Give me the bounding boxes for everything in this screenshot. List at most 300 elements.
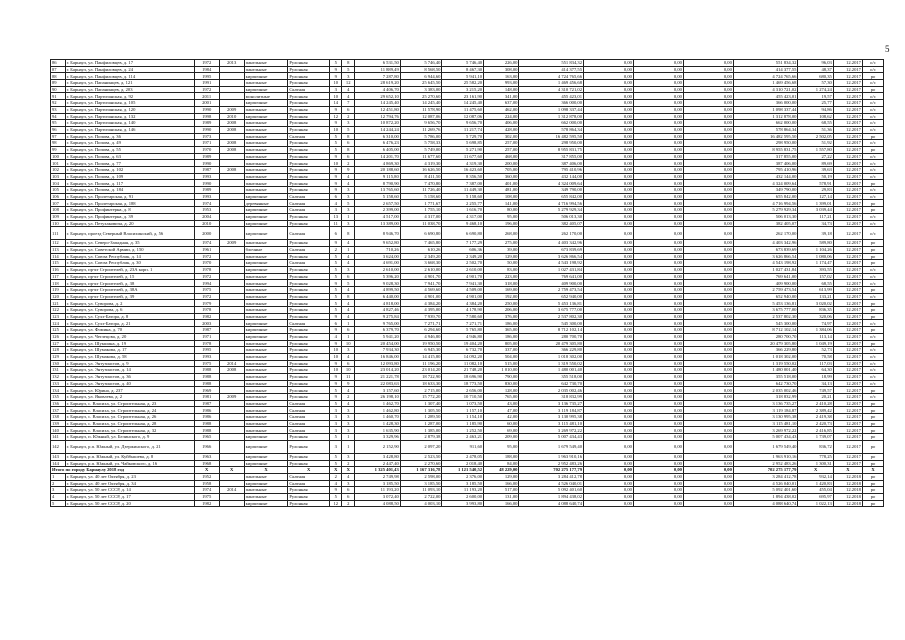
table-cell: 0,00: [683, 373, 733, 380]
table-cell: 0,00: [584, 260, 634, 267]
table-cell: 129,00: [484, 473, 519, 480]
table-cell: 0,00: [633, 460, 683, 467]
table-cell: 1969: [194, 387, 219, 394]
table-cell: 11 449,30: [442, 187, 484, 194]
table-cell: 2008: [219, 126, 244, 133]
table-cell: 0,00: [683, 260, 733, 267]
table-cell: 1 679 549,40: [733, 440, 798, 453]
table-cell: 169,00: [484, 287, 519, 294]
table-cell: 836,72: [798, 440, 833, 453]
table-cell: панельные: [244, 367, 288, 374]
table-cell: 6 690,80: [442, 227, 484, 240]
table-cell: 4 827,46: [354, 307, 400, 314]
table-cell: панельные: [244, 187, 288, 194]
table-cell: 127: [51, 340, 66, 347]
table-cell: ро: [862, 414, 883, 421]
table-cell: 769 641,00: [733, 273, 798, 280]
table-cell: 0,00: [683, 120, 733, 127]
address-cell: г. Барнаул, пр-кт Строителей, д. 38А: [65, 287, 194, 294]
table-cell: Рулонная: [288, 173, 330, 180]
table-cell: 1 399,01: [798, 200, 833, 207]
table-cell: Рулонная: [288, 180, 330, 187]
table-cell: Итого по городу Барнаулу 2018 год: [51, 467, 195, 474]
table-cell: панельные: [244, 173, 288, 180]
table-cell: 5 158,60: [442, 193, 484, 200]
table-cell: панельные: [244, 180, 288, 187]
table-cell: 1974: [194, 240, 219, 247]
table-cell: 39,00: [484, 246, 519, 253]
table-cell: 12.2017: [833, 207, 862, 214]
table-cell: 6: [342, 327, 354, 334]
table-cell: 0,00: [633, 273, 683, 280]
table-cell: 2001: [194, 100, 219, 107]
table-cell: 589,80: [798, 240, 833, 247]
table-cell: 12.2017: [833, 246, 862, 253]
table-cell: 95: [51, 120, 66, 127]
table-cell: 47,00: [484, 407, 519, 414]
table-cell: 4: [51, 493, 66, 500]
table-cell: 5 158,60: [354, 193, 400, 200]
table-cell: 0,00: [584, 126, 634, 133]
table-cell: 69,00: [484, 427, 519, 434]
table-cell: 366 229,80: [733, 347, 798, 354]
table-cell: панельные: [244, 66, 288, 73]
table-cell: 911,60: [442, 440, 484, 453]
table-cell: 12.2017: [833, 387, 862, 394]
table-cell: 0,00: [584, 153, 634, 160]
address-cell: г. Барнаул, ул. Панфиловцев, д. 17: [65, 60, 194, 67]
table-cell: 98: [51, 140, 66, 147]
table-cell: 2 447,40: [354, 460, 400, 467]
table-cell: 4: [342, 353, 354, 360]
table-row: [51, 473, 884, 480]
table-cell: 6 531,50: [354, 60, 400, 67]
address-cell: г. Барнаул, ул. Партизанская, д. 105: [65, 100, 194, 107]
table-cell: 11 193,20: [354, 487, 400, 494]
table-cell: 0,00: [633, 367, 683, 374]
table-cell: 1 460,70: [354, 414, 400, 421]
table-cell: 135: [51, 394, 66, 401]
table-cell: панельные: [244, 360, 288, 367]
table-cell: 2014: [219, 360, 244, 367]
table-cell: 1 300,31: [798, 460, 833, 467]
table-cell: ро: [862, 407, 883, 414]
table-cell: 7 580,60: [442, 313, 484, 320]
table-cell: 0,00: [584, 320, 634, 327]
address-cell: г. Барнаул, р.п. Южный, ул. Чайковского, д. 16: [65, 460, 194, 467]
table-cell: 2008: [219, 140, 244, 147]
table-cell: 1 010,00: [484, 367, 519, 374]
table-cell: 0,00: [584, 407, 634, 414]
table-row: [51, 400, 884, 407]
table-cell: 2 349,20: [400, 253, 442, 260]
table-cell: 23 161,90: [442, 93, 484, 100]
table-cell: 6: [342, 153, 354, 160]
table-cell: 337,00: [484, 347, 519, 354]
table-cell: 3 284 412,78: [519, 473, 584, 480]
table-cell: 8: [342, 133, 354, 140]
table-cell: 0,00: [584, 180, 634, 187]
table-cell: 0,00: [633, 353, 683, 360]
table-row: [51, 160, 884, 167]
table-cell: 0,00: [584, 493, 634, 500]
table-cell: 0,00: [584, 487, 634, 494]
table-cell: 9: [330, 380, 342, 387]
table-cell: Рулонная: [288, 313, 330, 320]
table-cell: 0,00: [683, 333, 733, 340]
table-cell: 9: [330, 120, 342, 127]
table-cell: панельные: [244, 60, 288, 67]
table-cell: ро: [862, 400, 883, 407]
table-cell: 12.2017: [833, 360, 862, 367]
table-cell: 13: [330, 213, 342, 220]
table-cell: 12: [342, 80, 354, 87]
table-cell: панельные: [244, 307, 288, 314]
table-cell: 192,00: [484, 293, 519, 300]
table-cell: 43,00: [484, 400, 519, 407]
table-cell: 4 003,10: [400, 500, 442, 507]
table-cell: 0,00: [683, 500, 733, 507]
address-cell: г. Барнаул, ул. Попова, д. 184: [65, 187, 194, 194]
table-cell: 10: [330, 93, 342, 100]
table-cell: 1988: [194, 380, 219, 387]
table-cell: X: [798, 467, 833, 474]
table-cell: кирпичные: [244, 260, 288, 267]
address-cell: г. Барнаул, ул. Попова, д. 117: [65, 180, 194, 187]
table-cell: 2 715,00: [400, 387, 442, 394]
table-cell: 0,00: [683, 60, 733, 67]
table-cell: о/с: [862, 66, 883, 73]
table-cell: 9: [330, 487, 342, 494]
table-cell: 1 252,50: [442, 427, 484, 434]
table-cell: о/с: [862, 380, 883, 387]
table-cell: кирпичные: [244, 100, 288, 107]
table-cell: 4: [342, 253, 354, 260]
table-cell: 51,36: [798, 126, 833, 133]
table-cell: [219, 80, 244, 87]
address-cell: г. Барнаул, ул. Партизанская, д. 132: [65, 113, 194, 120]
table-cell: 9 468,10: [442, 220, 484, 227]
table-row: [51, 167, 884, 174]
table-cell: 4 406,70: [354, 86, 400, 93]
table-cell: 455 423,01: [519, 93, 584, 100]
table-cell: 5: [330, 460, 342, 467]
table-cell: 3 157,60: [354, 387, 400, 394]
table-cell: 5: [330, 400, 342, 407]
table-cell: 51,92: [798, 140, 833, 147]
address-cell: г. Барнаул, ул. 40 лет Октября, д. 23: [65, 473, 194, 480]
table-cell: 702 275 177,79: [519, 467, 584, 474]
table-cell: [219, 86, 244, 93]
table-cell: 0,00: [683, 66, 733, 73]
table-cell: 1 384,06: [798, 327, 833, 334]
table-cell: 0,00: [683, 434, 733, 441]
table-cell: о/с: [862, 187, 883, 194]
table-row: [51, 353, 884, 360]
table-cell: панельные: [244, 414, 288, 421]
table-cell: 113: [51, 246, 66, 253]
table-cell: 106: [51, 193, 66, 200]
table-cell: Рулонная: [288, 100, 330, 107]
table-cell: 257,00: [484, 146, 519, 153]
table-cell: [219, 427, 244, 434]
table-cell: 5: [330, 273, 342, 280]
table-cell: 790,00: [484, 373, 519, 380]
table-cell: 25 270,60: [400, 93, 442, 100]
table-cell: 0,00: [683, 193, 733, 200]
table-cell: 2: [342, 500, 354, 507]
table-cell: 10: [330, 160, 342, 167]
table-cell: 7 271,71: [442, 320, 484, 327]
table-cell: 1990: [194, 106, 219, 113]
table-cell: 12.2017: [833, 106, 862, 113]
table-cell: 95,00: [484, 213, 519, 220]
table-cell: 18,99: [798, 373, 833, 380]
address-cell: г. Барнаул, ул. Энтузиастов, д. 14: [65, 367, 194, 374]
table-cell: 5 092 401,60: [733, 487, 798, 494]
table-row: [51, 240, 884, 247]
table-cell: 11 578,90: [400, 106, 442, 113]
table-cell: Скатная: [288, 86, 330, 93]
table-cell: 107: [51, 200, 66, 207]
table-cell: 6: [330, 320, 342, 327]
table-cell: панельные: [244, 313, 288, 320]
table-cell: 275,00: [484, 240, 519, 247]
table-cell: 12.2017: [833, 367, 862, 374]
table-cell: [219, 153, 244, 160]
table-cell: блочные: [244, 246, 288, 253]
table-cell: 12.2017: [833, 453, 862, 460]
table-cell: 9 656,70: [400, 120, 442, 127]
table-cell: Рулонная: [288, 367, 330, 374]
table-cell: 0,00: [683, 473, 733, 480]
table-cell: 318,00: [484, 280, 519, 287]
table-cell: монолитные: [244, 93, 288, 100]
table-cell: Рулонная: [288, 453, 330, 460]
table-cell: 4 403 342,96: [733, 240, 798, 247]
table-cell: [219, 327, 244, 334]
table-cell: 70,58: [798, 353, 833, 360]
address-cell: г. Барнаул, пр-кт Строителей, д. 38: [65, 280, 194, 287]
table-cell: 6 476,23: [354, 140, 400, 147]
table-cell: 5: [330, 287, 342, 294]
table-cell: 12.2017: [833, 414, 862, 421]
table-cell: 2 463,21: [442, 434, 484, 441]
table-cell: 2003: [194, 320, 219, 327]
table-cell: 2008: [219, 146, 244, 153]
table-cell: 2 502,05: [798, 133, 833, 140]
table-cell: 652 940,00: [733, 293, 798, 300]
table-cell: 11 889,49: [354, 66, 400, 73]
table-cell: о/с: [862, 333, 883, 340]
table-cell: 414 377,55: [733, 66, 798, 73]
table-cell: 12.2017: [833, 287, 862, 294]
table-cell: 108,62: [798, 113, 833, 120]
table-cell: 12.2018: [833, 480, 862, 487]
table-cell: 0,00: [683, 113, 733, 120]
table-cell: 117: [51, 273, 66, 280]
table-cell: 4 818,00: [354, 300, 400, 307]
table-cell: [219, 266, 244, 273]
table-cell: 29,83: [798, 187, 833, 194]
table-cell: 0,00: [584, 200, 634, 207]
table-cell: 0,00: [683, 227, 733, 240]
table-cell: 12.2017: [833, 460, 862, 467]
table-cell: 12.2018: [833, 487, 862, 494]
table-cell: 3 115 481,10: [733, 420, 798, 427]
address-cell: г. Барнаул, ул. Попова, д. 77: [65, 160, 194, 167]
table-cell: 60,00: [484, 420, 519, 427]
table-cell: 1 022,13: [798, 500, 833, 507]
table-cell: 117,21: [798, 213, 833, 220]
table-cell: 0,00: [633, 146, 683, 153]
table-cell: панельные: [244, 394, 288, 401]
table-cell: 4 716 994,56: [519, 200, 584, 207]
table-cell: 4 526 040,01: [733, 480, 798, 487]
table-cell: 2 610,00: [354, 266, 400, 273]
table-cell: 0,00: [633, 347, 683, 354]
table-cell: 551 834,32: [733, 60, 798, 67]
table-cell: 25 645,50: [400, 80, 442, 87]
table-cell: 95,00: [484, 440, 519, 453]
table-cell: 0,00: [584, 167, 634, 174]
table-cell: Скатная: [288, 200, 330, 207]
table-cell: 0,00: [633, 420, 683, 427]
table-cell: 14 201,70: [354, 153, 400, 160]
table-cell: Рулонная: [288, 280, 330, 287]
table-cell: панельные: [244, 133, 288, 140]
table-cell: 1 167 316,78: [400, 467, 442, 474]
table-cell: 2: [51, 480, 66, 487]
table-cell: 0,00: [633, 493, 683, 500]
table-cell: 4: [342, 313, 354, 320]
table-cell: 9: [330, 173, 342, 180]
table-cell: 1987: [194, 327, 219, 334]
table-row: [51, 120, 884, 127]
table-cell: Рулонная: [288, 300, 330, 307]
table-cell: 0,00: [683, 300, 733, 307]
table-cell: 226,00: [484, 60, 519, 67]
table-cell: 0,00: [633, 414, 683, 421]
table-cell: 0,00: [683, 220, 733, 227]
table-cell: 129,00: [484, 253, 519, 260]
table-cell: 5 271,90: [442, 146, 484, 153]
table-cell: 1 319 550,02: [519, 360, 584, 367]
table-cell: 136: [51, 400, 66, 407]
table-cell: о/с: [862, 373, 883, 380]
table-cell: 0,00: [683, 394, 733, 401]
table-cell: 0,00: [633, 427, 683, 434]
table-cell: 262 170,00: [733, 227, 798, 240]
table-cell: 0,00: [584, 193, 634, 200]
table-cell: 1970: [194, 260, 219, 267]
table-row: [51, 387, 884, 394]
table-cell: 1 305,50: [400, 407, 442, 414]
table-cell: 1 185,90: [442, 420, 484, 427]
table-cell: 123: [51, 313, 66, 320]
table-cell: 3 136 735,27: [733, 400, 798, 407]
table-cell: 1 679 549,40: [519, 440, 584, 453]
table-cell: [219, 273, 244, 280]
table-cell: X: [219, 467, 244, 474]
table-cell: о/с: [862, 280, 883, 287]
address-cell: г. Барнаул, ул. Петухаковича, д. 20: [65, 220, 194, 227]
table-cell: 21 221,78: [354, 373, 400, 380]
table-cell: 0,00: [683, 93, 733, 100]
table-cell: 92: [51, 100, 66, 107]
table-cell: 0,00: [633, 86, 683, 93]
table-cell: 6: [330, 227, 342, 240]
table-cell: 0,00: [633, 400, 683, 407]
table-cell: 16 626,50: [400, 167, 442, 174]
table-cell: 637,00: [484, 100, 519, 107]
table-cell: панельные: [244, 427, 288, 434]
table-cell: 2014: [219, 487, 244, 494]
table-cell: 0,00: [584, 313, 634, 320]
table-cell: 10: [342, 340, 354, 347]
table-cell: 7 941,70: [400, 280, 442, 287]
table-cell: 6 944,60: [400, 73, 442, 80]
table-cell: 504,00: [484, 353, 519, 360]
table-cell: 14: [330, 100, 342, 107]
table-cell: 1989: [194, 187, 219, 194]
table-cell: 0,00: [683, 347, 733, 354]
table-cell: 12.2017: [833, 347, 862, 354]
table-cell: 5: [51, 500, 66, 507]
table-cell: 4 384,20: [442, 300, 484, 307]
address-cell: г. Барнаул, ул. Сухэ-Батора, д. 21: [65, 320, 194, 327]
table-cell: 12 093,80: [354, 360, 400, 367]
table-cell: панельные: [244, 280, 288, 287]
table-cell: 2 376,00: [442, 473, 484, 480]
table-cell: 1990: [194, 126, 219, 133]
table-cell: 2 600,00: [442, 493, 484, 500]
table-cell: 8: [342, 60, 354, 67]
table-cell: 0,00: [584, 287, 634, 294]
table-cell: 705,00: [484, 167, 519, 174]
table-cell: 3: [342, 207, 354, 214]
table-cell: 795 410,96: [519, 167, 584, 174]
table-row: [51, 434, 884, 441]
table-cell: 2 035 002,46: [519, 387, 584, 394]
address-cell: г. Барнаул, ул. Шумакова, д. 17: [65, 347, 194, 354]
table-cell: 1 325 401,43: [354, 467, 400, 474]
table-cell: 1971: [194, 333, 219, 340]
table-cell: 9: [330, 327, 342, 334]
table-cell: 12.2017: [833, 380, 862, 387]
table-cell: 387 406,00: [733, 160, 798, 167]
table-cell: 1993: [194, 353, 219, 360]
table-cell: 3 428,80: [354, 453, 400, 460]
table-cell: 652 940,00: [519, 293, 584, 300]
table-cell: 8 790,90: [354, 180, 400, 187]
table-cell: 9: [330, 180, 342, 187]
table-cell: 11 475,60: [442, 106, 484, 113]
table-cell: 68,55: [798, 280, 833, 287]
table-cell: 3 993,80: [442, 500, 484, 507]
table-cell: 0,00: [584, 453, 634, 460]
table-cell: Скатная: [288, 473, 330, 480]
table-cell: 1 462,80: [354, 407, 400, 414]
table-cell: 3 215,20: [442, 86, 484, 93]
table-cell: 1972: [194, 60, 219, 67]
table-cell: 5: [330, 300, 342, 307]
table-cell: 127,14: [798, 193, 833, 200]
table-cell: ро: [862, 440, 883, 453]
table-cell: 0,00: [633, 167, 683, 174]
table-cell: 5 698,85: [442, 140, 484, 147]
table-cell: 0,00: [633, 380, 683, 387]
